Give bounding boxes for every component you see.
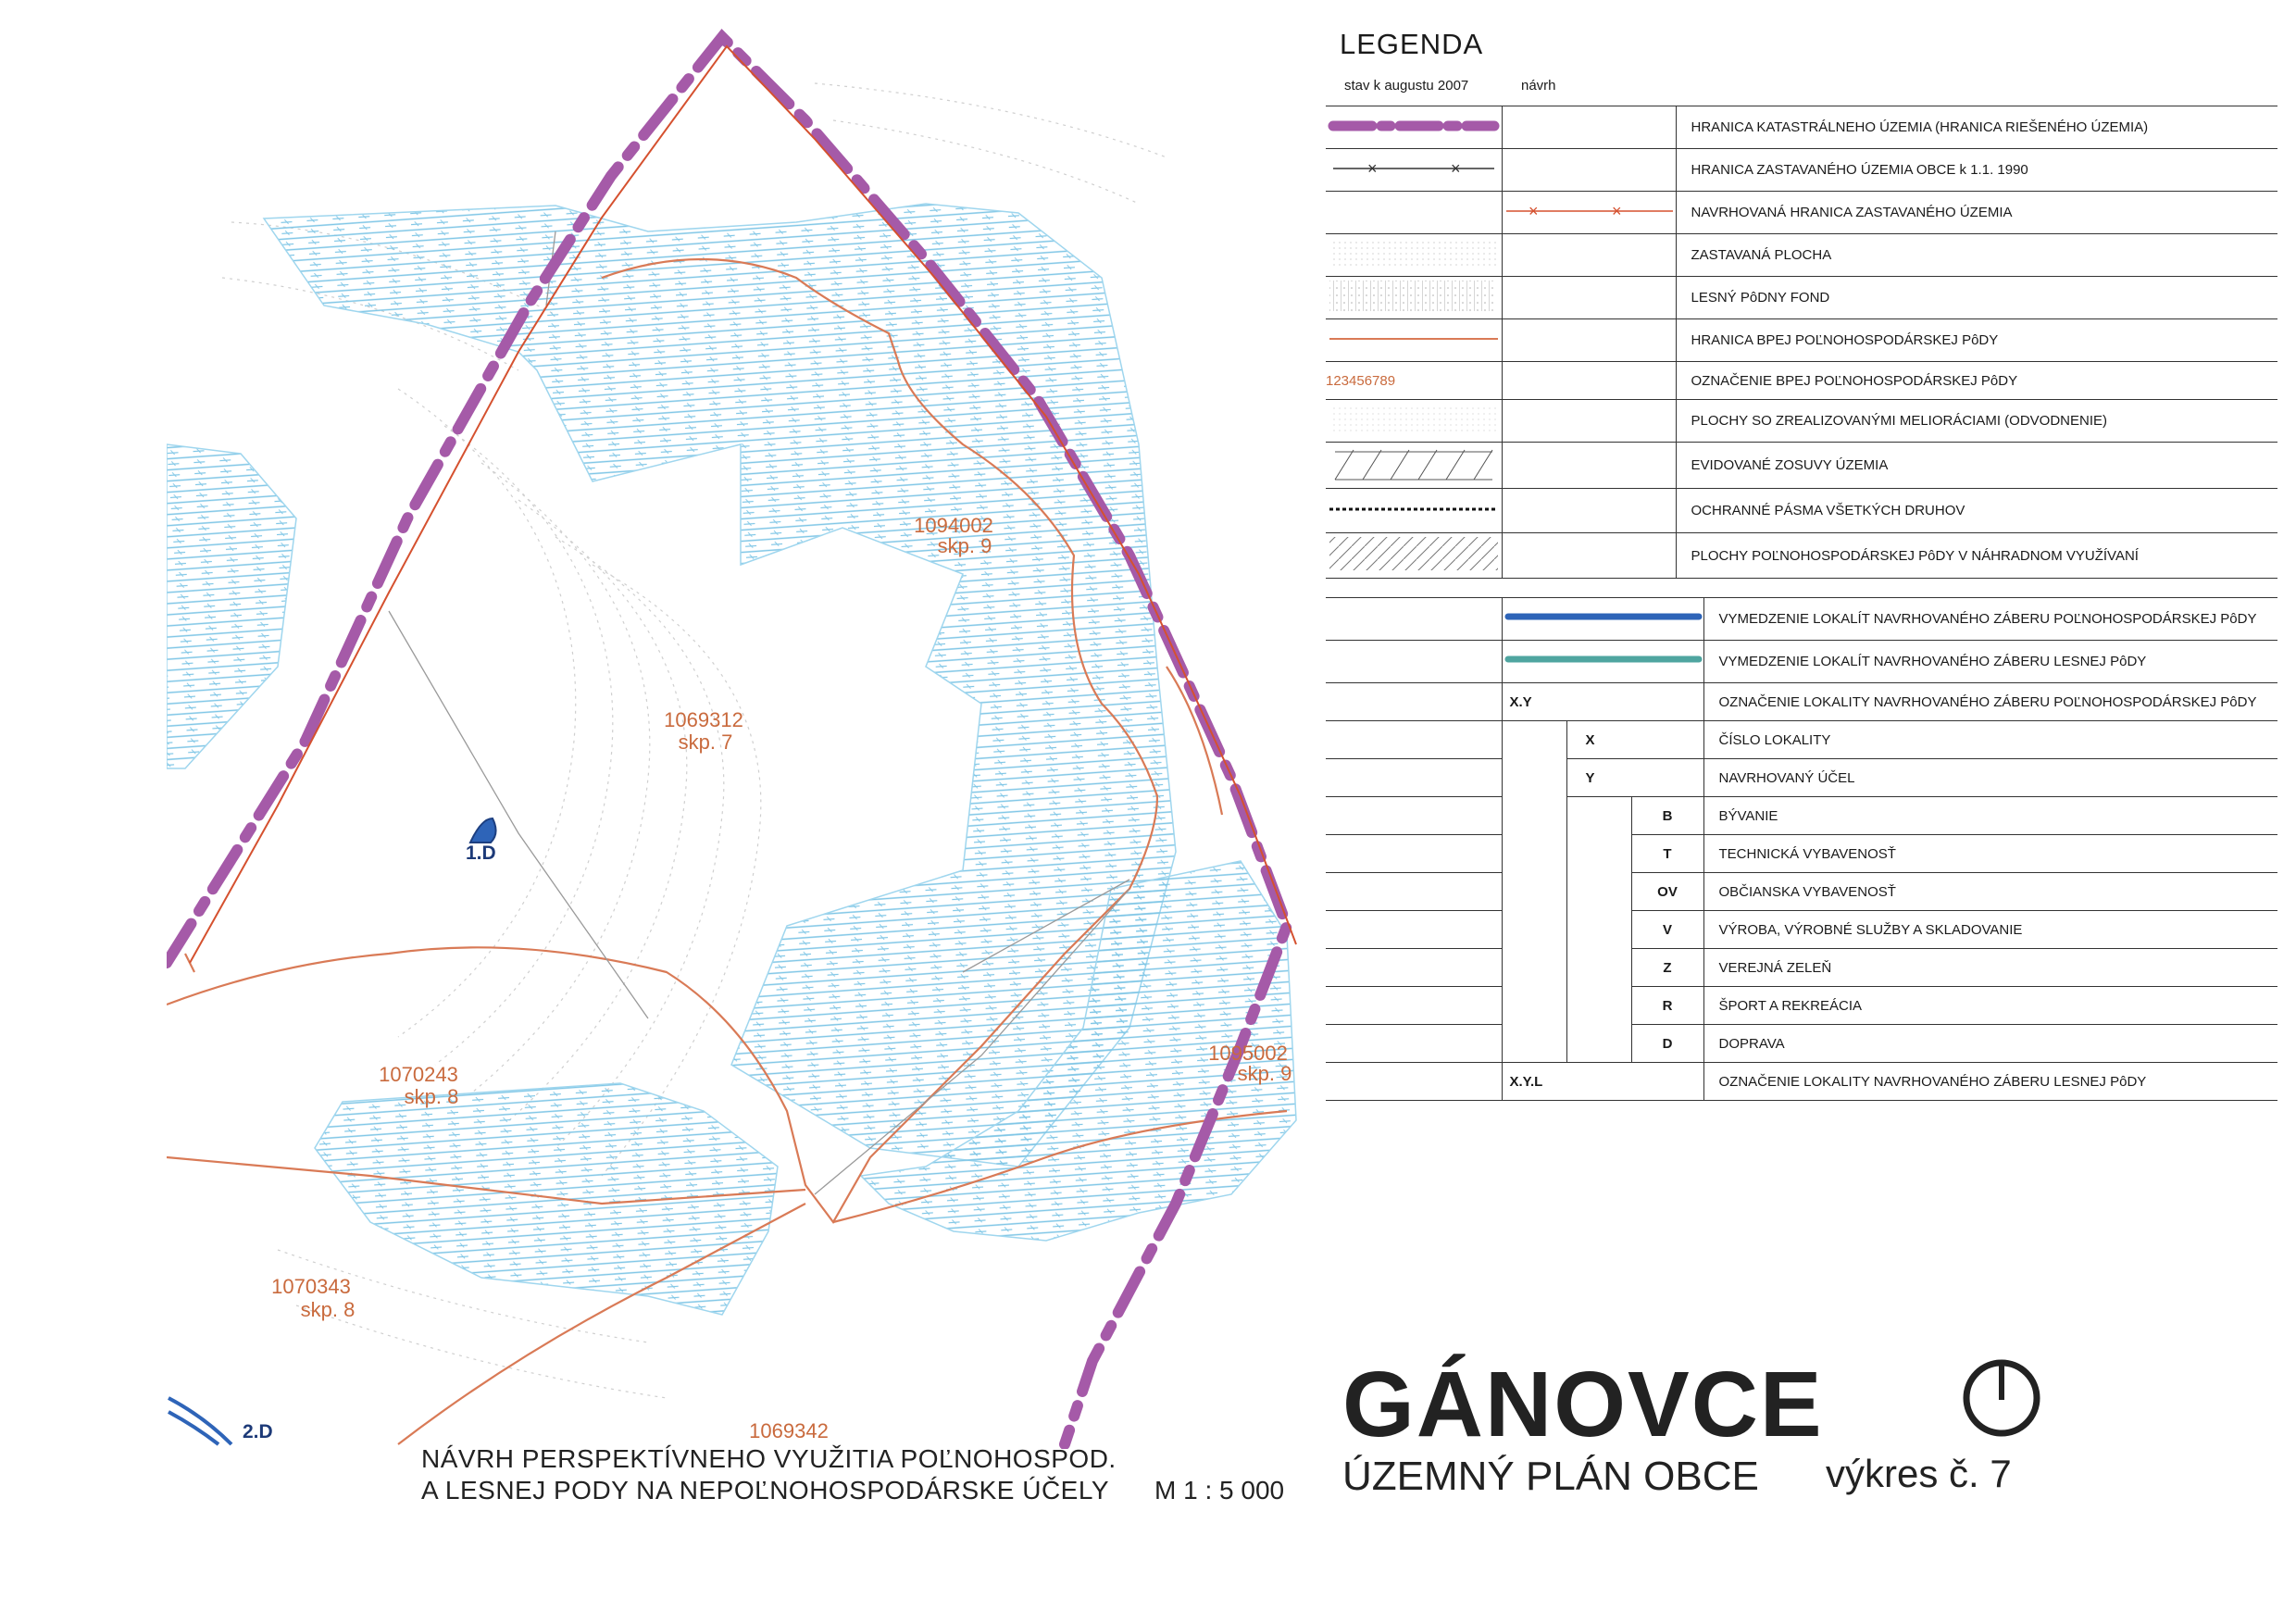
bpej-label-group: skp. 9: [937, 534, 992, 557]
legend-code: X.Y: [1502, 683, 1703, 721]
bpej-label-code: 1069312: [664, 708, 743, 731]
bpej-label-group: skp. 8: [300, 1298, 356, 1321]
legend-bpej-code: 123456789: [1326, 362, 1502, 400]
bpej-label-code: 1094002: [914, 514, 993, 537]
bpej-label-code: 1095002: [1208, 1042, 1288, 1065]
locality-2d-shape[interactable]: [168, 1398, 231, 1444]
legend-proposal-header: návrh: [1521, 78, 1556, 94]
svg-text:×: ×: [1367, 159, 1378, 178]
legend-table-2: [1326, 597, 2277, 1101]
bpej-label-code: 1070343: [271, 1275, 351, 1298]
legend-item-label: NAVRHOVANÁ HRANICA ZASTAVANÉHO ÚZEMIA: [1676, 192, 2277, 234]
legend-title: LEGENDA: [1340, 28, 1484, 60]
svg-text:×: ×: [1611, 202, 1622, 220]
legend-item-label: LESNÝ PôDNY FOND: [1676, 277, 2277, 319]
bpej-label-group: skp. 8: [404, 1085, 459, 1108]
municipality-title: GÁNOVCE: [1342, 1353, 1824, 1456]
bpej-label-code: 1070243: [379, 1063, 458, 1086]
legend-code: T: [1631, 835, 1703, 873]
legend-item-label: ZASTAVANÁ PLOCHA: [1676, 234, 2277, 277]
locality-label: 1.D: [466, 843, 496, 864]
legend-item-label: HRANICA KATASTRÁLNEHO ÚZEMIA (HRANICA RIEŠENÉHO ÚZEMIA): [1676, 106, 2277, 149]
legend-item-label: HRANICA BPEJ POĽNOHOSPODÁRSKEJ PôDY: [1676, 319, 2277, 362]
drainage-hatched-areas: [167, 204, 1296, 1315]
legend-item-label: PLOCHY SO ZREALIZOVANÝMI MELIORÁCIAMI (ODVODNENIE): [1676, 400, 2277, 443]
legend-item-label: HRANICA ZASTAVANÉHO ÚZEMIA OBCE k 1.1. 1990: [1676, 149, 2277, 192]
legend-code: D: [1631, 1025, 1703, 1063]
legend-item-label: PLOCHY POĽNOHOSPODÁRSKEJ PôDY V NÁHRADNOM VYUŽÍVANÍ: [1676, 533, 2277, 579]
legend-item-label: BÝVANIE: [1703, 797, 2277, 835]
legend-item-label: VYMEDZENIE LOKALÍT NAVRHOVANÉHO ZÁBERU LESNEJ PôDY: [1703, 641, 2277, 683]
legend-item-label: ČÍSLO LOKALITY: [1703, 721, 2277, 759]
legend-code: V: [1631, 911, 1703, 949]
legend-table-1: [1326, 106, 2277, 579]
locality-1d-shape[interactable]: [470, 818, 496, 843]
map-scale: M 1 : 5 000: [1154, 1476, 1285, 1504]
legend-item-label: EVIDOVANÉ ZOSUVY ÚZEMIA: [1676, 443, 2277, 489]
svg-text:×: ×: [1528, 202, 1539, 220]
bpej-label-group: skp. 9: [1237, 1062, 1292, 1085]
legend-code: B: [1631, 797, 1703, 835]
legend-code: Y: [1566, 759, 1703, 797]
legend-code: OV: [1631, 873, 1703, 911]
legend-item-label: VEREJNÁ ZELEŇ: [1703, 949, 2277, 987]
legend-item-label: ŠPORT A REKREÁCIA: [1703, 987, 2277, 1025]
legend-code: X.Y.L: [1502, 1063, 1703, 1101]
legend-item-label: DOPRAVA: [1703, 1025, 2277, 1063]
legend-code: X: [1566, 721, 1703, 759]
map-caption-line2: A LESNEJ PODY NA NEPOĽNOHOSPODÁRSKE ÚČELY: [421, 1476, 1110, 1504]
legend-state-header: stav k augustu 2007: [1344, 78, 1469, 94]
north-arrow-icon: [1966, 1363, 2037, 1433]
plan-title: ÚZEMNÝ PLÁN OBCE: [1342, 1454, 1759, 1499]
legend-item-label: VYMEDZENIE LOKALÍT NAVRHOVANÉHO ZÁBERU POĽNOHOSPODÁRSKEJ PôDY: [1703, 598, 2277, 641]
map-caption-line1: NÁVRH PERSPEKTÍVNEHO VYUŽITIA POĽNOHOSPOD.: [421, 1444, 1117, 1473]
legend-item-label: NAVRHOVANÝ ÚČEL: [1703, 759, 2277, 797]
locality-label: 2.D: [243, 1421, 273, 1442]
legend-code: Z: [1631, 949, 1703, 987]
legend-item-label: OZNAČENIE BPEJ POĽNOHOSPODÁRSKEJ PôDY: [1676, 362, 2277, 400]
sheet-number: výkres č. 7: [1826, 1452, 2012, 1495]
bpej-label-code: 1069342: [749, 1419, 829, 1442]
legend-item-label: OCHRANNÉ PÁSMA VŠETKÝCH DRUHOV: [1676, 489, 2277, 533]
svg-text:×: ×: [1451, 159, 1461, 178]
legend-item-label: OBČIANSKA VYBAVENOSŤ: [1703, 873, 2277, 911]
legend-code: R: [1631, 987, 1703, 1025]
legend-item-label: TECHNICKÁ VYBAVENOSŤ: [1703, 835, 2277, 873]
legend-item-label: VÝROBA, VÝROBNÉ SLUŽBY A SKLADOVANIE: [1703, 911, 2277, 949]
bpej-label-group: skp. 7: [678, 730, 733, 754]
legend-item-label: OZNAČENIE LOKALITY NAVRHOVANÉHO ZÁBERU POĽNOHOSPODÁRSKEJ PôDY: [1703, 683, 2277, 721]
legend-item-label: OZNAČENIE LOKALITY NAVRHOVANÉHO ZÁBERU LESNEJ PôDY: [1703, 1063, 2277, 1101]
